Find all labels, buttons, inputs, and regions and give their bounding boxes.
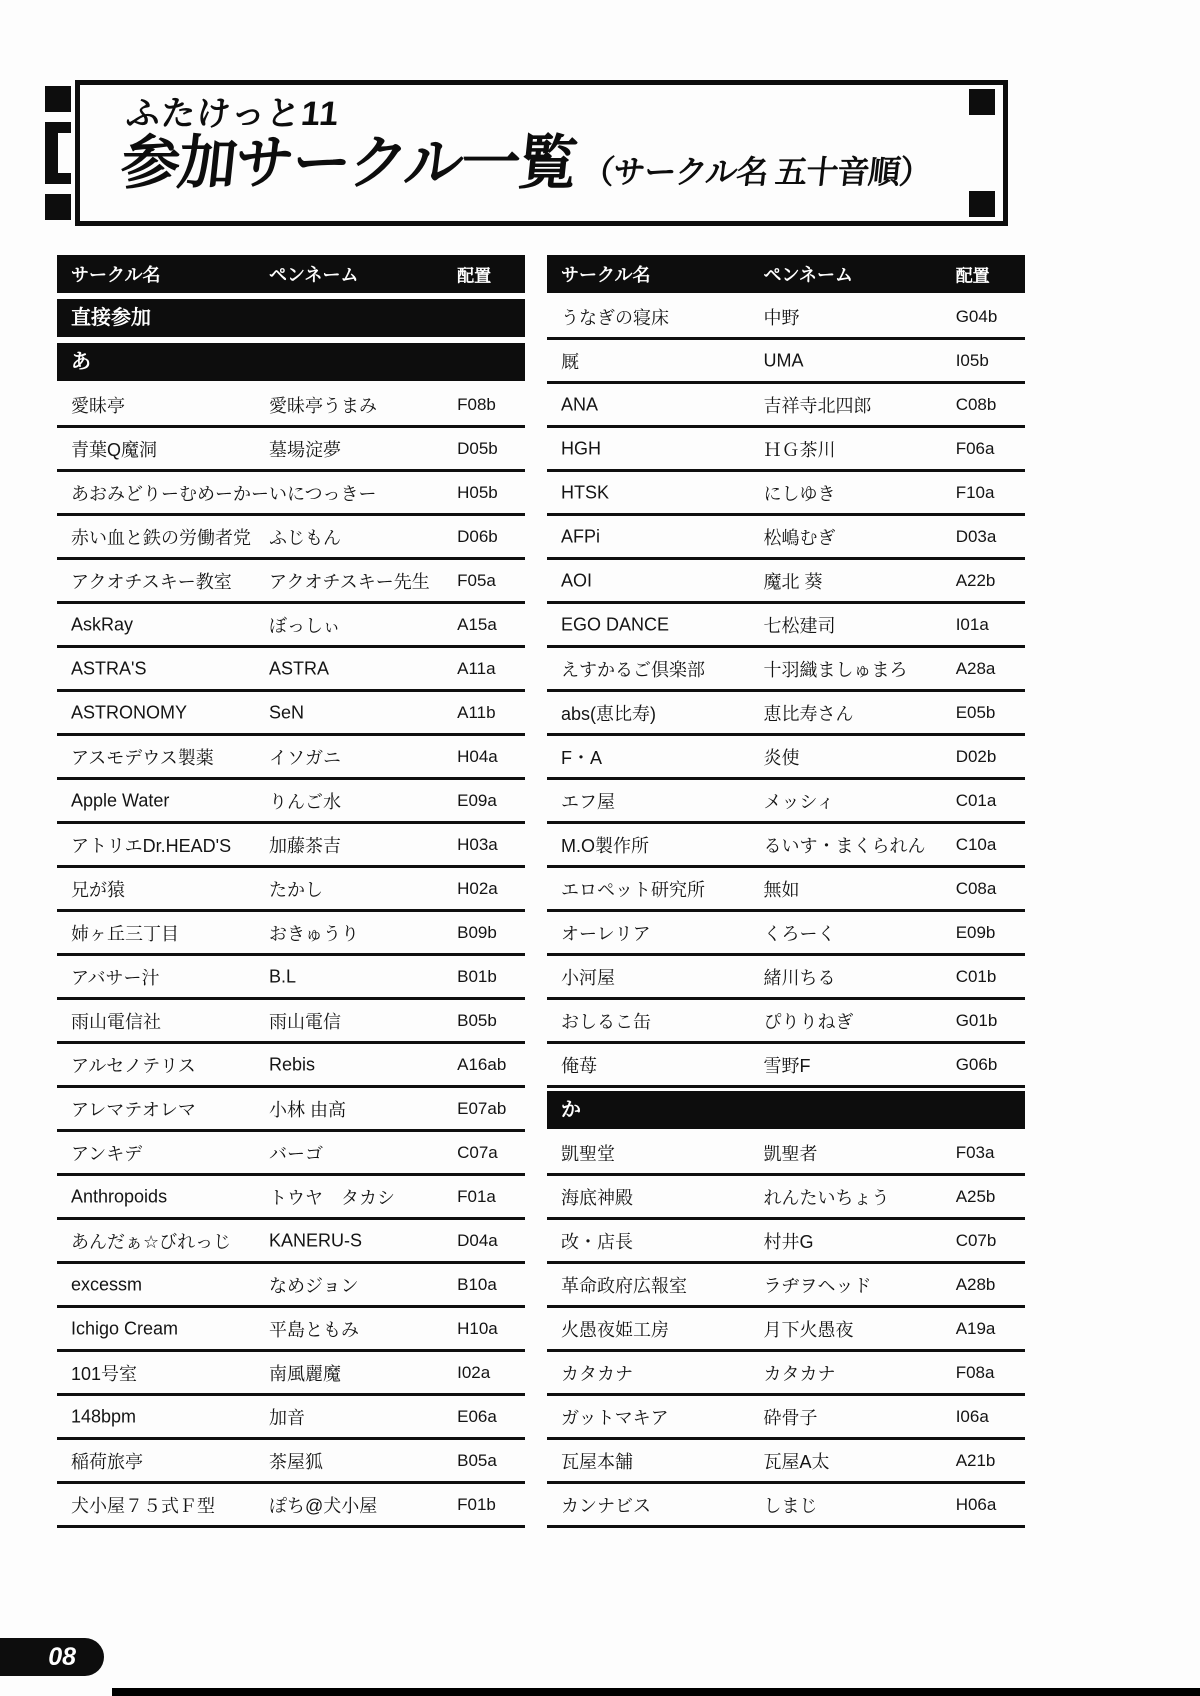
table-row — [57, 428, 525, 472]
cell-circle-name: 改・店長 — [561, 1231, 633, 1252]
page-subtitle: （サークル名 五十音順） — [580, 154, 933, 191]
circle-table-right — [547, 255, 1025, 1528]
corner-square-icon — [969, 191, 995, 217]
cell-pen-name: りんご水 — [269, 791, 341, 812]
cell-pen-name: トウヤ タカシ — [269, 1187, 395, 1208]
cell-pen-name: カタカナ — [763, 1363, 836, 1384]
cell-circle-name: 兄が猿 — [71, 879, 125, 900]
table-row — [57, 824, 525, 868]
cell-circle-name: 101号室 — [71, 1363, 138, 1384]
corner-square-icon — [45, 86, 71, 112]
cell-location: E05b — [955, 702, 996, 722]
cell-circle-name: ガットマキア — [561, 1407, 669, 1428]
table-header — [547, 255, 1025, 293]
cell-location: C07b — [955, 1230, 997, 1250]
cell-pen-name: バーゴ — [269, 1143, 323, 1164]
cell-pen-name: ぽち@犬小屋 — [269, 1495, 378, 1516]
cell-pen-name: 十羽織ましゅまろ — [763, 659, 908, 680]
cell-location: A11a — [457, 658, 496, 678]
table-row — [57, 1352, 525, 1396]
cell-location: F10a — [955, 482, 995, 502]
cell-circle-name: エロペット研究所 — [561, 879, 705, 900]
cell-pen-name: ぴりりねぎ — [763, 1011, 854, 1032]
bracket-decoration — [45, 173, 71, 184]
cell-pen-name: ラヂヲヘッド — [763, 1275, 872, 1296]
cell-circle-name: HGH — [561, 438, 601, 458]
table-row — [547, 868, 1025, 912]
cell-circle-name: Apple Water — [71, 790, 170, 810]
table-row — [57, 1396, 525, 1440]
column-header-pen: ペンネーム — [269, 265, 359, 285]
cell-location: E07ab — [457, 1098, 507, 1118]
cell-circle-name: アスモデウス製薬 — [71, 747, 214, 768]
table-row — [57, 1044, 525, 1088]
cell-pen-name: メッシィ — [763, 791, 835, 812]
cell-pen-name: 七松建司 — [763, 615, 836, 636]
cell-location: E06a — [457, 1406, 497, 1426]
cell-location: F01a — [457, 1186, 496, 1206]
cell-pen-name: 村井G — [763, 1231, 814, 1252]
cell-circle-name: Anthropoids — [71, 1186, 168, 1206]
table-row — [57, 1088, 525, 1132]
cell-circle-name: アンキデ — [71, 1143, 143, 1164]
cell-location: F01b — [457, 1494, 496, 1514]
title-banner — [45, 80, 1008, 226]
cell-circle-name: 瓦屋本舗 — [561, 1451, 633, 1472]
table-row — [547, 560, 1025, 604]
table-row — [547, 1132, 1025, 1176]
table-row — [547, 1220, 1025, 1264]
cell-circle-name: エフ屋 — [561, 791, 615, 812]
cell-circle-name: Ichigo Cream — [71, 1318, 179, 1338]
cell-location: B01b — [457, 966, 497, 986]
cell-location: B05b — [457, 1010, 497, 1030]
table-row — [57, 1308, 525, 1352]
table-row — [57, 648, 525, 692]
cell-location: A25b — [955, 1186, 996, 1206]
cell-circle-name: 凱聖堂 — [561, 1143, 615, 1164]
table-row — [57, 912, 525, 956]
cell-circle-name: excessm — [71, 1274, 143, 1294]
cell-circle-name: abs(恵比寿) — [561, 703, 657, 724]
cell-location: I06a — [955, 1406, 989, 1426]
cell-circle-name: 海底神殿 — [561, 1187, 633, 1208]
cell-location: C01b — [955, 966, 997, 986]
table-row — [547, 1176, 1025, 1220]
cell-pen-name: たかし — [269, 879, 323, 900]
banner-text — [118, 96, 939, 195]
cell-circle-name: 雨山電信社 — [71, 1011, 161, 1032]
cell-circle-name: EGO DANCE — [561, 614, 670, 634]
column-header-loc: 配置 — [457, 266, 492, 286]
table-row — [57, 1264, 525, 1308]
cell-circle-name: カンナビス — [561, 1495, 651, 1516]
cell-circle-name: アバサー汁 — [71, 967, 160, 988]
cell-circle-name: 厩 — [561, 351, 579, 372]
cell-location: I05b — [955, 350, 989, 370]
cell-circle-name: M.O製作所 — [561, 835, 649, 856]
cell-location: F03a — [955, 1142, 995, 1162]
cell-pen-name: 加藤茶吉 — [269, 835, 341, 856]
cell-location: D02b — [955, 746, 997, 766]
cell-location: G01b — [955, 1010, 998, 1030]
cell-location: G04b — [955, 306, 998, 326]
cell-circle-name: えすかるご倶楽部 — [561, 659, 705, 680]
cell-circle-name: 赤い血と鉄の労働者党 — [71, 527, 251, 548]
table-row — [547, 1000, 1025, 1044]
cell-pen-name: イソガニ — [269, 747, 341, 768]
cell-location: I01a — [955, 614, 989, 634]
cell-pen-name: しまじ — [763, 1495, 818, 1516]
table-row — [547, 1484, 1025, 1528]
cell-location: A28b — [955, 1274, 996, 1294]
table-row — [547, 604, 1025, 648]
cell-location: F08a — [955, 1362, 995, 1382]
table-row — [547, 736, 1025, 780]
cell-location: D04a — [457, 1230, 498, 1250]
table-row — [57, 560, 525, 604]
cell-pen-name: ふじもん — [269, 527, 341, 548]
circle-list — [57, 255, 1025, 1528]
cell-location: C08b — [955, 394, 997, 414]
cell-location: C10a — [955, 834, 997, 854]
table-row — [57, 692, 525, 736]
cell-location: A22b — [955, 570, 996, 590]
cell-pen-name: Rebis — [269, 1054, 316, 1074]
cell-circle-name: アクオチスキー教室 — [71, 571, 232, 592]
cell-pen-name: 平島ともみ — [269, 1319, 359, 1340]
cell-circle-name: ASTRA'S — [71, 658, 147, 678]
cell-location: D05b — [457, 438, 498, 458]
cell-circle-name: AskRay — [71, 614, 134, 634]
cell-pen-name: 墓場淀夢 — [269, 439, 341, 460]
table-row — [547, 340, 1025, 384]
table-row — [547, 780, 1025, 824]
circle-table-left — [57, 255, 525, 1528]
cell-circle-name: 小河屋 — [561, 967, 615, 988]
cell-circle-name: 犬小屋７５式Ｆ型 — [71, 1495, 215, 1516]
cell-location: B10a — [457, 1274, 497, 1294]
cell-location: C07a — [457, 1142, 498, 1162]
column-header-circle: サークル名 — [561, 265, 651, 285]
cell-pen-name: アクオチスキー先生 — [269, 571, 430, 592]
cell-location: E09a — [457, 790, 497, 810]
table-row — [547, 516, 1025, 560]
cell-location: H04a — [457, 746, 498, 766]
table-row — [547, 428, 1025, 472]
cell-location: C01a — [955, 790, 997, 810]
cell-pen-name: 魔北 葵 — [763, 571, 823, 592]
cell-circle-name: アレマテオレマ — [71, 1099, 196, 1120]
table-row — [57, 780, 525, 824]
cell-circle-name: AOI — [561, 570, 593, 590]
cell-circle-name: アトリエDr.HEAD'S — [71, 835, 232, 856]
cell-pen-name: 南風麗魔 — [269, 1363, 341, 1384]
cell-location: F06a — [955, 438, 995, 458]
cell-pen-name: ＨＧ茶川 — [763, 439, 836, 460]
cell-circle-name: AFPi — [561, 526, 601, 546]
cell-pen-name: 茶屋狐 — [269, 1451, 323, 1472]
cell-location: A21b — [955, 1450, 996, 1470]
table-row — [547, 824, 1025, 868]
column-header-circle: サークル名 — [71, 265, 161, 285]
table-row — [57, 1132, 525, 1176]
cell-pen-name: 凱聖者 — [763, 1143, 818, 1164]
cell-circle-name: オーレリア — [561, 923, 651, 944]
cell-location: D06b — [457, 526, 498, 546]
cell-location: C08a — [955, 878, 997, 898]
scan-edge — [112, 1688, 1200, 1696]
cell-location: D03a — [955, 526, 997, 546]
page-title: 参加サークル一覧 — [117, 130, 579, 197]
bracket-decoration — [45, 122, 71, 133]
cell-pen-name: 愛昧亭うまみ — [269, 395, 377, 416]
table-row — [57, 1220, 525, 1264]
cell-pen-name: るいす・まくられん — [763, 835, 926, 856]
cell-pen-name: ぼっしぃ — [269, 615, 341, 636]
cell-circle-name: 火愚夜姫工房 — [561, 1319, 669, 1340]
cell-pen-name: おきゅうり — [269, 923, 359, 944]
section-header: 直接参加 — [57, 299, 525, 337]
table-row — [57, 956, 525, 1000]
section-header: あ — [57, 343, 525, 381]
cell-circle-name: あおみどりーむめーかー — [71, 483, 269, 504]
table-row — [547, 1308, 1025, 1352]
table-row — [57, 604, 525, 648]
cell-pen-name: 中野 — [763, 307, 800, 328]
table-row — [57, 736, 525, 780]
table-row — [57, 1000, 525, 1044]
table-header — [57, 255, 525, 293]
corner-square-icon — [45, 194, 71, 220]
cell-location: E09b — [955, 922, 996, 942]
cell-pen-name: 雪野F — [763, 1055, 811, 1076]
cell-pen-name: 月下火愚夜 — [763, 1319, 854, 1340]
table-row — [547, 1396, 1025, 1440]
cell-pen-name: 松嶋むぎ — [763, 527, 836, 548]
table-row — [57, 1176, 525, 1220]
table-row — [57, 1440, 525, 1484]
cell-location: F05a — [457, 570, 496, 590]
cell-location: H06a — [955, 1494, 997, 1514]
table-row — [547, 912, 1025, 956]
cell-circle-name: 俺苺 — [561, 1055, 597, 1076]
cell-location: I02a — [457, 1362, 491, 1382]
cell-pen-name: いにつっきー — [269, 483, 377, 504]
table-row — [57, 516, 525, 560]
cell-pen-name: にしゆき — [763, 483, 836, 504]
cell-pen-name: 砕骨子 — [763, 1407, 818, 1428]
table-row — [547, 648, 1025, 692]
cell-pen-name: 炎使 — [763, 747, 800, 768]
cell-location: A16ab — [457, 1054, 507, 1074]
cell-circle-name: うなぎの寝床 — [561, 307, 669, 328]
cell-pen-name: 加音 — [269, 1407, 305, 1428]
cell-circle-name: 稲荷旅亭 — [71, 1451, 143, 1472]
table-row — [57, 868, 525, 912]
cell-pen-name: 無如 — [763, 879, 800, 900]
cell-location: F08b — [457, 394, 496, 414]
cell-circle-name: ANA — [561, 394, 599, 414]
cell-location: H02a — [457, 878, 498, 898]
cell-circle-name: あんだぁ☆びれっじ — [71, 1231, 232, 1252]
cell-location: H10a — [457, 1318, 498, 1338]
cell-pen-name: なめジョン — [269, 1275, 359, 1296]
cell-pen-name: 緒川ちる — [763, 967, 836, 988]
cell-circle-name: HTSK — [561, 482, 610, 502]
cell-location: A28a — [955, 658, 996, 678]
table-row — [547, 956, 1025, 1000]
cell-circle-name: 愛昧亭 — [71, 395, 125, 416]
cell-location: H05b — [457, 482, 498, 502]
cell-location: G06b — [955, 1054, 998, 1074]
cell-circle-name: アルセノテリス — [71, 1055, 196, 1076]
section-header: か — [547, 1091, 1025, 1129]
cell-pen-name: 吉祥寺北四郎 — [763, 395, 872, 416]
cell-pen-name: SeN — [269, 702, 305, 722]
column-header-loc: 配置 — [955, 266, 990, 286]
cell-circle-name: ASTRONOMY — [71, 702, 188, 722]
table-row — [547, 296, 1025, 340]
table-row — [547, 472, 1025, 516]
cell-circle-name: おしるこ缶 — [561, 1011, 651, 1032]
column-header-pen: ペンネーム — [763, 265, 853, 285]
cell-location: A19a — [955, 1318, 996, 1338]
cell-circle-name: 青葉Q魔洞 — [71, 439, 158, 460]
corner-square-icon — [969, 89, 995, 115]
cell-pen-name: B.L — [269, 966, 297, 986]
cell-pen-name: れんたいちょう — [763, 1187, 890, 1208]
page-number: 08 — [48, 1642, 76, 1671]
cell-location: A15a — [457, 614, 497, 634]
cell-circle-name: F・A — [561, 747, 603, 768]
table-row — [547, 1264, 1025, 1308]
cell-circle-name: 姉ヶ丘三丁目 — [71, 923, 179, 944]
table-row — [547, 1352, 1025, 1396]
cell-pen-name: くろーく — [763, 923, 836, 944]
table-row — [547, 384, 1025, 428]
event-name: ふたけっと11 — [124, 95, 342, 133]
cell-pen-name: 小林 由高 — [269, 1099, 347, 1120]
cell-pen-name: UMA — [763, 350, 804, 370]
cell-pen-name: KANERU-S — [269, 1230, 363, 1250]
page-number-badge — [0, 1638, 104, 1676]
table-row — [57, 384, 525, 428]
table-row — [547, 1044, 1025, 1088]
cell-location: B05a — [457, 1450, 497, 1470]
cell-location: B09b — [457, 922, 497, 942]
cell-circle-name: カタカナ — [561, 1363, 633, 1384]
table-row — [57, 472, 525, 516]
cell-pen-name: 雨山電信 — [269, 1011, 341, 1032]
cell-pen-name: ASTRA — [269, 658, 330, 678]
table-row — [57, 1484, 525, 1528]
cell-location: A11b — [457, 702, 496, 722]
cell-location: H03a — [457, 834, 498, 854]
table-row — [547, 1440, 1025, 1484]
cell-pen-name: 瓦屋A太 — [763, 1451, 830, 1472]
cell-circle-name: 148bpm — [71, 1406, 137, 1426]
cell-pen-name: 恵比寿さん — [763, 703, 854, 724]
cell-circle-name: 革命政府広報室 — [561, 1275, 687, 1296]
table-row — [547, 692, 1025, 736]
